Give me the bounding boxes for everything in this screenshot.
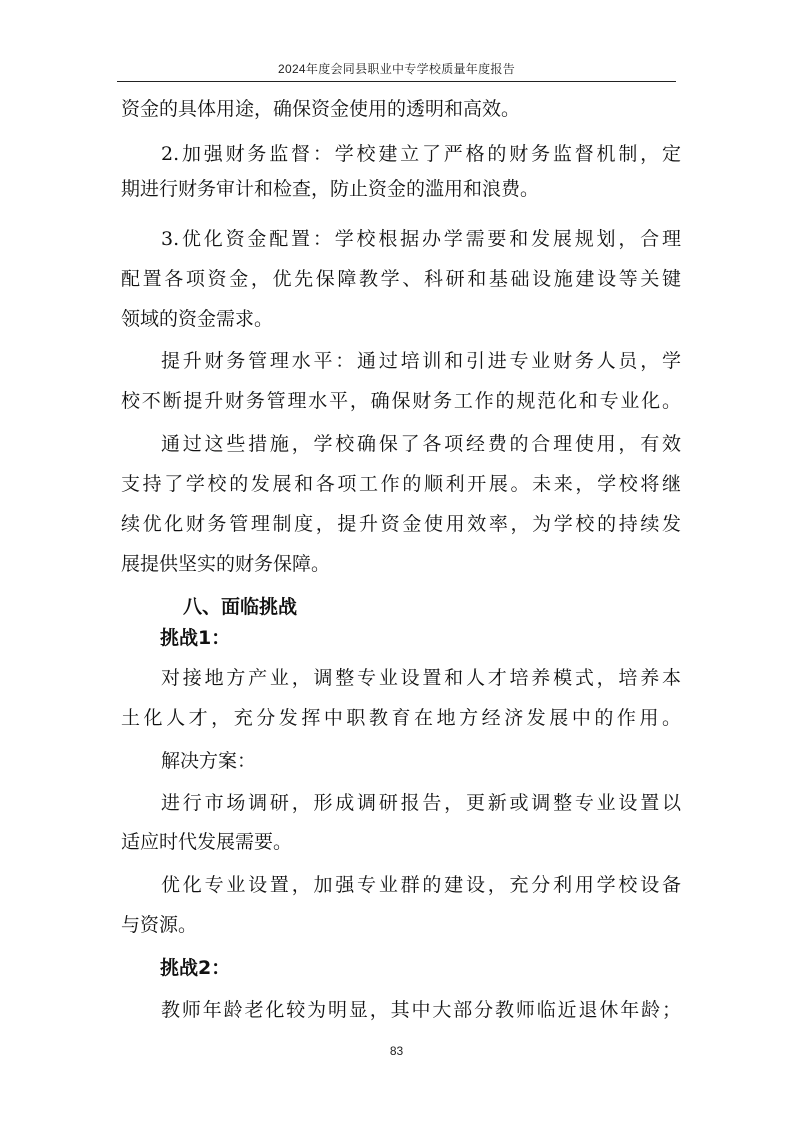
header-divider bbox=[117, 81, 676, 82]
paragraph-line: 优化专业设置，加强专业群的建设，充分利用学校设备 bbox=[161, 874, 681, 896]
challenge-1-heading: 挑战1： bbox=[160, 627, 231, 649]
paragraph-line: 教师年龄老化较为明显，其中大部分教师临近退休年龄； bbox=[161, 999, 681, 1021]
paragraph-line: 2.加强财务监督：学校建立了严格的财务监督机制，定 bbox=[161, 143, 681, 165]
paragraph-line: 与资源。 bbox=[121, 914, 198, 936]
challenge-2-heading: 挑战2： bbox=[160, 957, 231, 979]
paragraph-line: 展提供坚实的财务保障。 bbox=[121, 553, 331, 575]
paragraph-line: 适应时代发展需要。 bbox=[121, 831, 293, 853]
section-heading: 八、面临挑战 bbox=[183, 596, 298, 618]
paragraph-line: 3.优化资金配置：学校根据办学需要和发展规划，合理 bbox=[161, 228, 681, 250]
paragraph-line: 校不断提升财务管理水平，确保财务工作的规范化和专业化。 bbox=[121, 390, 681, 412]
paragraph-line: 配置各项资金，优先保障教学、科研和基础设施建设等关键 bbox=[121, 268, 681, 290]
page-number: 83 bbox=[389, 1044, 404, 1058]
paragraph-line: 土化人才，充分发挥中职教育在地方经济发展中的作用。 bbox=[121, 707, 681, 729]
solution-label: 解决方案： bbox=[161, 750, 257, 772]
paragraph-line: 期进行财务审计和检查，防止资金的滥用和浪费。 bbox=[121, 178, 540, 200]
paragraph-line: 领域的资金需求。 bbox=[121, 308, 274, 330]
paragraph-line: 进行市场调研，形成调研报告，更新或调整专业设置以 bbox=[161, 792, 681, 814]
paragraph-line: 对接地方产业，调整专业设置和人才培养模式，培养本 bbox=[161, 667, 681, 689]
paragraph-line: 续优化财务管理制度，提升资金使用效率，为学校的持续发 bbox=[121, 513, 681, 535]
paragraph-line: 通过这些措施，学校确保了各项经费的合理使用，有效 bbox=[161, 433, 681, 455]
page-header: 2024年度会同县职业中专学校质量年度报告 bbox=[278, 62, 515, 76]
paragraph-line: 资金的具体用途，确保资金使用的透明和高效。 bbox=[121, 98, 521, 120]
paragraph-line: 支持了学校的发展和各项工作的顺利开展。未来，学校将继 bbox=[121, 473, 681, 495]
paragraph-line: 提升财务管理水平：通过培训和引进专业财务人员，学 bbox=[161, 350, 681, 372]
